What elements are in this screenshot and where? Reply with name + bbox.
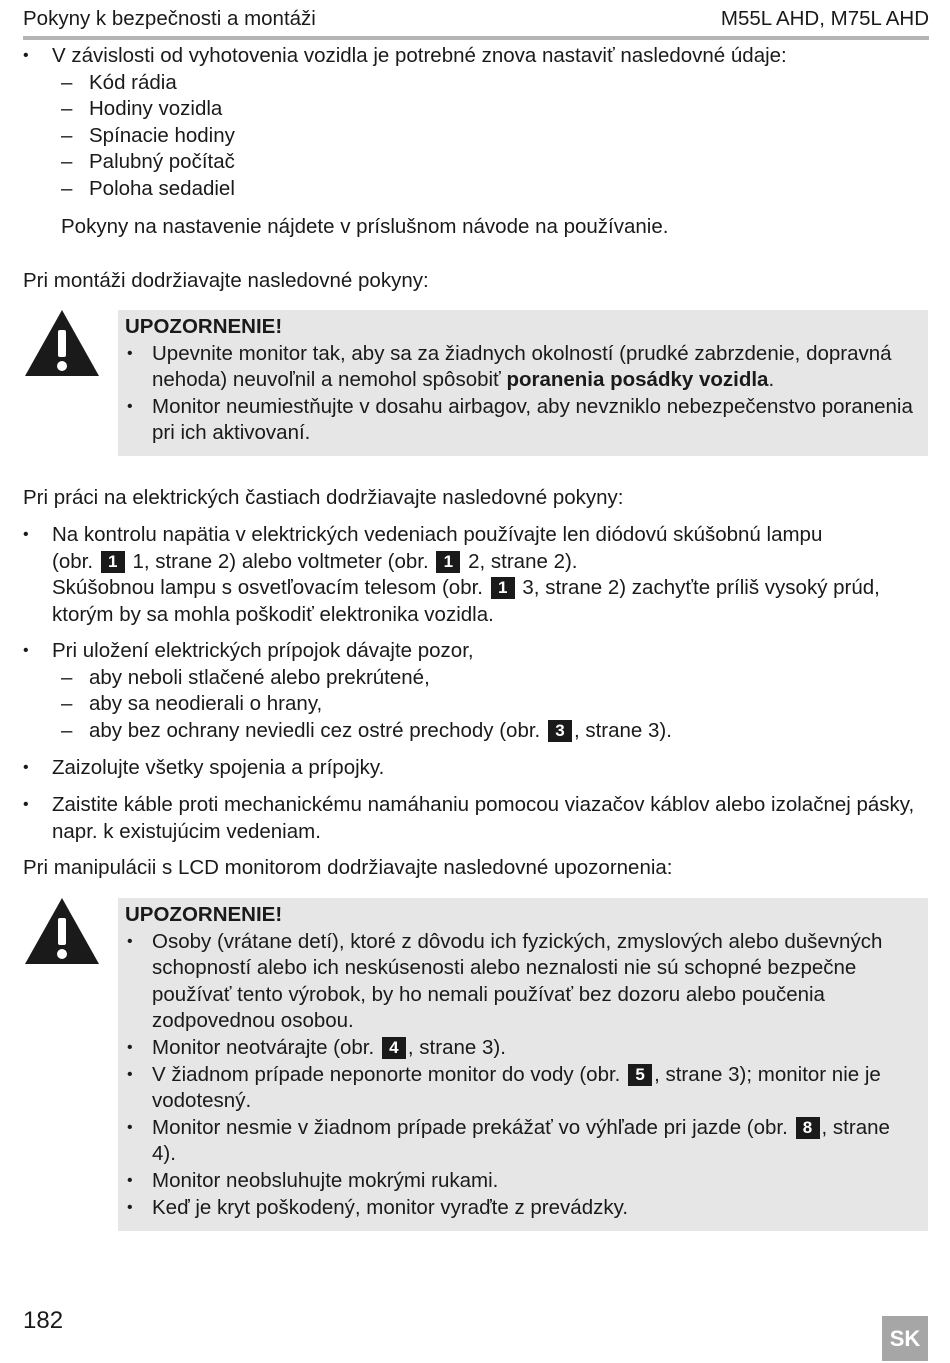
test-lamp-text-e: 3, strane 2) zachyťte príliš vysoký prúd, bbox=[522, 576, 880, 600]
connections-dash-3-end: , strane 3). bbox=[573, 718, 672, 742]
connections-dash-1: – aby neboli stlačené alebo prekrútené, bbox=[23, 665, 929, 692]
lcd-warning-water-text: V žiadnom prípade neponorte monitor do vody (obr. bbox=[152, 1062, 621, 1086]
lcd-warning-wet-hands: • Monitor neobsluhujte mokrými rukami. bbox=[125, 1168, 914, 1195]
header-model-names: M55L AHD, M75L AHD bbox=[720, 7, 929, 30]
lcd-warning-view-end: , strane 4). bbox=[152, 1115, 890, 1166]
connections-text: • Pri uložení elektrických prípojok dávajte pozor, bbox=[23, 638, 929, 665]
electrical-bullet-secure-cables: • Zaistite káble proti mechanickému namáhaniu pomocou viazačov káblov alebo izolačnej pásky, napr. k existujúcim vedeniam. bbox=[23, 792, 929, 845]
lcd-warning-do-not-open bbox=[125, 1035, 914, 1062]
test-lamp-text-c: 2, strane 2). bbox=[468, 549, 578, 573]
settings-item-vehicle-clock: – Hodiny vozidla bbox=[23, 96, 929, 123]
lcd-intro: Pri manipulácii s LCD monitorom dodržiavajte nasledovné upozornenia: bbox=[23, 856, 673, 879]
test-lamp-line1: Na kontrolu napätia v elektrických vedeniach používajte len diódovú skúšobnú lampu bbox=[52, 523, 823, 546]
mounting-warning-box bbox=[118, 310, 928, 456]
warning-text: Upevnite monitor tak, aby sa za žiadnych okolností (prudké zabrzdenie, dopravná nehoda) neuvoľnil a nemohol spôsobiť bbox=[152, 341, 892, 392]
settings-bullet: • V závislosti od vyhotovenia vozidla je potrebné znova nastaviť nasledovné údaje: bbox=[23, 43, 929, 70]
lcd-warning-open-end: , strane 3). bbox=[407, 1035, 506, 1059]
settings-item-board-computer: – Palubný počítač bbox=[23, 149, 929, 176]
figure-3-marker: 3 bbox=[548, 720, 572, 742]
test-lamp-text-a: (obr. bbox=[52, 549, 94, 573]
connections-dash-2: – aby sa neodierali o hrany, bbox=[23, 691, 929, 718]
header-section-title: Pokyny k bezpečnosti a montáži bbox=[23, 7, 316, 30]
electrical-intro: Pri práci na elektrických častiach dodržiavajte nasledovné pokyny: bbox=[23, 486, 624, 509]
figure-1-marker: 1 bbox=[436, 551, 460, 573]
figure-1-marker: 1 bbox=[101, 551, 125, 573]
lcd-warning-persons: • Osoby (vrátane detí), ktoré z dôvodu ich fyzických, zmyslových alebo duševných schopností alebo ich neskúsenosti alebo neznalosti nie sú schopné bezpečne používať tento výrobok, by ho nemali používať bez dozoru alebo poučenia zodpovednou osobou. bbox=[125, 929, 914, 1035]
test-lamp-text-f: ktorým by sa mohla poškodiť elektronika vozidla. bbox=[52, 602, 494, 626]
test-lamp-text-b: 1, strane 2) alebo voltmeter (obr. bbox=[132, 549, 429, 573]
figure-4-marker: 4 bbox=[382, 1037, 406, 1059]
warning-text-end: . bbox=[768, 368, 775, 392]
settings-item-radio-code: – Kód rádia bbox=[23, 70, 929, 97]
electrical-bullet-insulate-wrap bbox=[23, 755, 929, 782]
lcd-warning-open-text: Monitor neotvárajte (obr. bbox=[152, 1035, 375, 1059]
electrical-bullet-test-lamp bbox=[23, 522, 929, 628]
language-badge: SK bbox=[882, 1316, 928, 1361]
electrical-bullet-secure-wrap bbox=[23, 792, 929, 845]
warning-triangle-icon bbox=[23, 308, 101, 378]
figure-8-marker: 8 bbox=[796, 1117, 820, 1139]
figure-5-marker: 5 bbox=[628, 1064, 652, 1086]
warning-bullet-fixing bbox=[125, 341, 914, 394]
warning-title: UPOZORNENIE! bbox=[125, 903, 283, 926]
lcd-warning-box bbox=[118, 898, 928, 1231]
warning-title: UPOZORNENIE! bbox=[125, 315, 283, 338]
vehicle-settings-section bbox=[23, 43, 929, 203]
lcd-warning-view bbox=[125, 1115, 914, 1168]
connections-dash-3-text: aby bez ochrany neviedli cez ostré prechody (obr. bbox=[89, 718, 541, 742]
lcd-warning-water-end: , strane 3); monitor nie je vodotesný. bbox=[152, 1062, 881, 1113]
page-header bbox=[23, 6, 929, 34]
connections-dash-3 bbox=[23, 718, 929, 745]
lcd-warning-view-text: Monitor nesmie v žiadnom prípade prekážať vo výhľade pri jazde (obr. bbox=[152, 1115, 788, 1139]
page-number: 182 bbox=[23, 1307, 64, 1334]
header-divider bbox=[23, 36, 929, 40]
mounting-intro: Pri montáži dodržiavajte nasledovné pokyny: bbox=[23, 269, 429, 292]
electrical-bullet-connections bbox=[23, 638, 929, 744]
lcd-warning-damaged-case: • Keď je kryt poškodený, monitor vyraďte z prevádzky. bbox=[125, 1195, 914, 1222]
settings-note: Pokyny na nastavenie nájdete v príslušnom návode na používanie. bbox=[61, 215, 669, 238]
settings-item-timer: – Spínacie hodiny bbox=[23, 123, 929, 150]
figure-1-marker: 1 bbox=[491, 577, 515, 599]
warning-triangle-icon bbox=[23, 896, 101, 966]
electrical-bullet-insulate: • Zaizolujte všetky spojenia a prípojky. bbox=[23, 755, 929, 782]
lcd-warning-water bbox=[125, 1062, 914, 1115]
test-lamp-text-d: Skúšobnou lampu s osvetľovacím telesom (obr. bbox=[52, 576, 483, 600]
settings-item-seat-position: – Poloha sedadiel bbox=[23, 176, 929, 203]
warning-emphasis: poranenia posádky vozidla bbox=[506, 368, 769, 392]
warning-bullet-airbag: • Monitor neumiestňujte v dosahu airbagov, aby nevzniklo nebezpečenstvo poranenia pri ich aktivovaní. bbox=[125, 394, 914, 447]
